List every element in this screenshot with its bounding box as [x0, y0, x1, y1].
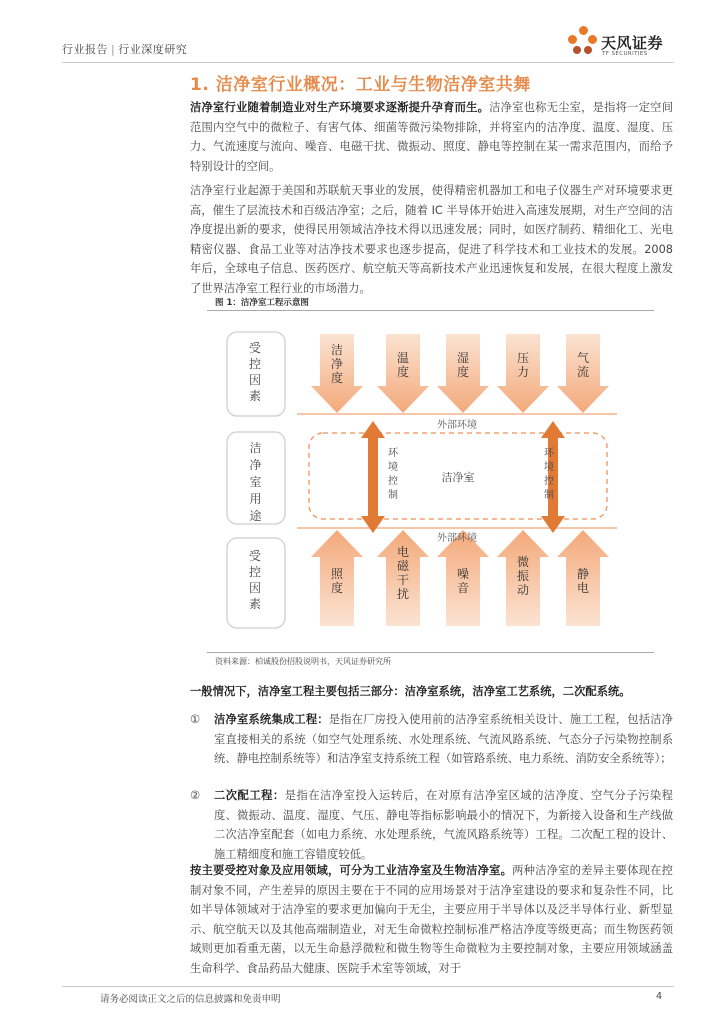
tf-securities-logo	[568, 26, 678, 62]
outer-env-bottom-label: 外部环境	[437, 533, 477, 544]
left-label-bottom: 受控因素	[248, 549, 264, 611]
logo-sub: TF SECURITIES	[602, 51, 648, 57]
left-label-middle: 洁净室用途	[249, 441, 263, 523]
report-category: 行业报告	[62, 43, 108, 56]
controlled-factor-label: 静电	[576, 567, 590, 595]
controlled-factor-label: 气流	[576, 351, 590, 379]
paragraph-3-text: 两种洁净室的差异主要体现在控制对象不同，产生差异的原因主要在于不同的应用场景对于洁净室建设的要求和复杂性不同，比如半导体领域对于洁净室的要求更加偏向于无尘，主要应用于半导体以及泛半导体行业、新型显示、航空航天以及其他高端制造业，对无生命微粒控制标准严格洁净度等级更高；而生物医药领域则更加看重无菌，以无生命悬浮微粒和微生物等生命微粒为主要控制对象，主要应用领域涵盖生命科学、食品药品大健康、医院手术室等领域，对于	[190, 864, 673, 975]
report-subcategory: 行业深度研究	[118, 43, 188, 56]
paragraph-1-text: 洁净室也称无尘室，是指将一定空间范围内空气中的微粒子、有害气体、细菌等微污染物排除，并将室内的洁净度、温度、湿度、压力、气流速度与流向、噪音、电磁干扰、微振动、照度、静电等控制在某一需求范围内，而给予特别设计的空间。	[190, 101, 673, 173]
controlled-factor-label: 湿度	[456, 351, 470, 379]
item-number: ①	[190, 713, 201, 726]
env-control-right-label: 环境控制	[544, 448, 555, 501]
logo-name: 天风证券	[601, 34, 664, 52]
page-number: 4	[655, 991, 662, 1002]
item-number: ②	[190, 789, 201, 802]
paragraph-1	[190, 98, 673, 176]
left-label-top: 受控因素	[248, 341, 264, 403]
figure-title: 图 1：洁净室工程示意图	[215, 298, 309, 308]
controlled-factor-label: 噪音	[456, 567, 470, 595]
item-lead: 二次配工程：	[214, 789, 285, 802]
section-title: 1. 洁净室行业概况：工业与生物洁净室共舞	[190, 75, 531, 95]
paragraph-2	[190, 181, 673, 298]
paragraph-1-lead: 洁净室行业随着制造业对生产环境要求逐渐提升孕育而生。	[190, 101, 490, 114]
cleanroom-label: 洁净室	[441, 471, 475, 484]
controlled-factor-label: 压力	[516, 351, 530, 379]
controlled-factor-label: 微振动	[516, 555, 530, 597]
item-lead: 洁净室系统集成工程：	[214, 713, 329, 726]
figure-source: 资料来源：柏诚股份招股说明书，天风证券研究所	[215, 657, 391, 666]
paragraph-3-lead: 按主要受控对象及应用领域，可分为工业洁净室及生物洁净室。	[190, 864, 513, 877]
item-text: 是指在厂房投入使用前的洁净室系统相关设计、施工工程，包括洁净室直接相关的系统（如空气处理系统、水处理系统、气流风路系统、气态分子污染物控制系统、静电控制系统等）和洁净室支持系统工程（如管路系统、电力系统、消防安全系统等）；	[214, 713, 673, 765]
logo-mark-icon	[568, 26, 598, 60]
report-header	[62, 41, 187, 57]
figure-top-rule	[207, 310, 654, 311]
footer-rule	[62, 986, 674, 987]
figure-bottom-rule	[207, 652, 654, 653]
controlled-factor-label: 洁净度	[330, 343, 344, 385]
footer-disclaimer: 请务必阅读正文之后的信息披露和免责申明	[100, 994, 281, 1005]
env-control-arrow-left	[361, 421, 385, 533]
header-rule	[62, 62, 674, 63]
env-control-left-label: 环境控制	[388, 448, 399, 501]
cleanroom-diagram	[207, 316, 647, 646]
summary-line: 一般情况下，洁净室工程主要包括三部分：洁净室系统，洁净室工艺系统，二次配系统。	[190, 685, 631, 698]
paragraph-3	[190, 861, 673, 978]
controlled-factor-label: 照度	[330, 567, 344, 595]
list-item	[190, 786, 673, 864]
item-text: 是指在洁净室投入运转后，在对原有洁净室区域的洁净度、空气分子污染程度、微振动、温度、湿度、气压、静电等指标影响最小的情况下，为新接入设备和生产线做二次洁净室配套（如电力系统、水处理系统，气流风路系统等）工程。二次配工程的设计、施工精细度和施工容错度较低。	[214, 789, 673, 861]
paragraph-2-text: 洁净室行业起源于美国和苏联航天事业的发展，使得精密机器加工和电子仪器生产对环境要求更高，催生了层流技术和百级洁净室；之后，随着 IC 半导体开始进入高速发展期，对生产空间的洁净度提出新的要求，使得民用领域洁净技术得以迅速发展；同时，如医疗制药、精细化工、光电精密仪器、食品工业等对洁净技术要求也逐步提高，促进了科学技术和工业技术的发展。2008 年后，全球电子信息、医药医疗、航空航天等高新技术产业迅速恢复和发展，在很大程度上激发了世界洁净室工程行业的市场潜力。	[190, 184, 673, 295]
list-item	[190, 710, 673, 769]
outer-env-top-label: 外部环境	[437, 420, 477, 431]
controlled-factor-label: 温度	[396, 351, 410, 379]
header-separator: |	[111, 43, 116, 56]
controlled-factor-label: 电磁干扰	[396, 545, 410, 601]
